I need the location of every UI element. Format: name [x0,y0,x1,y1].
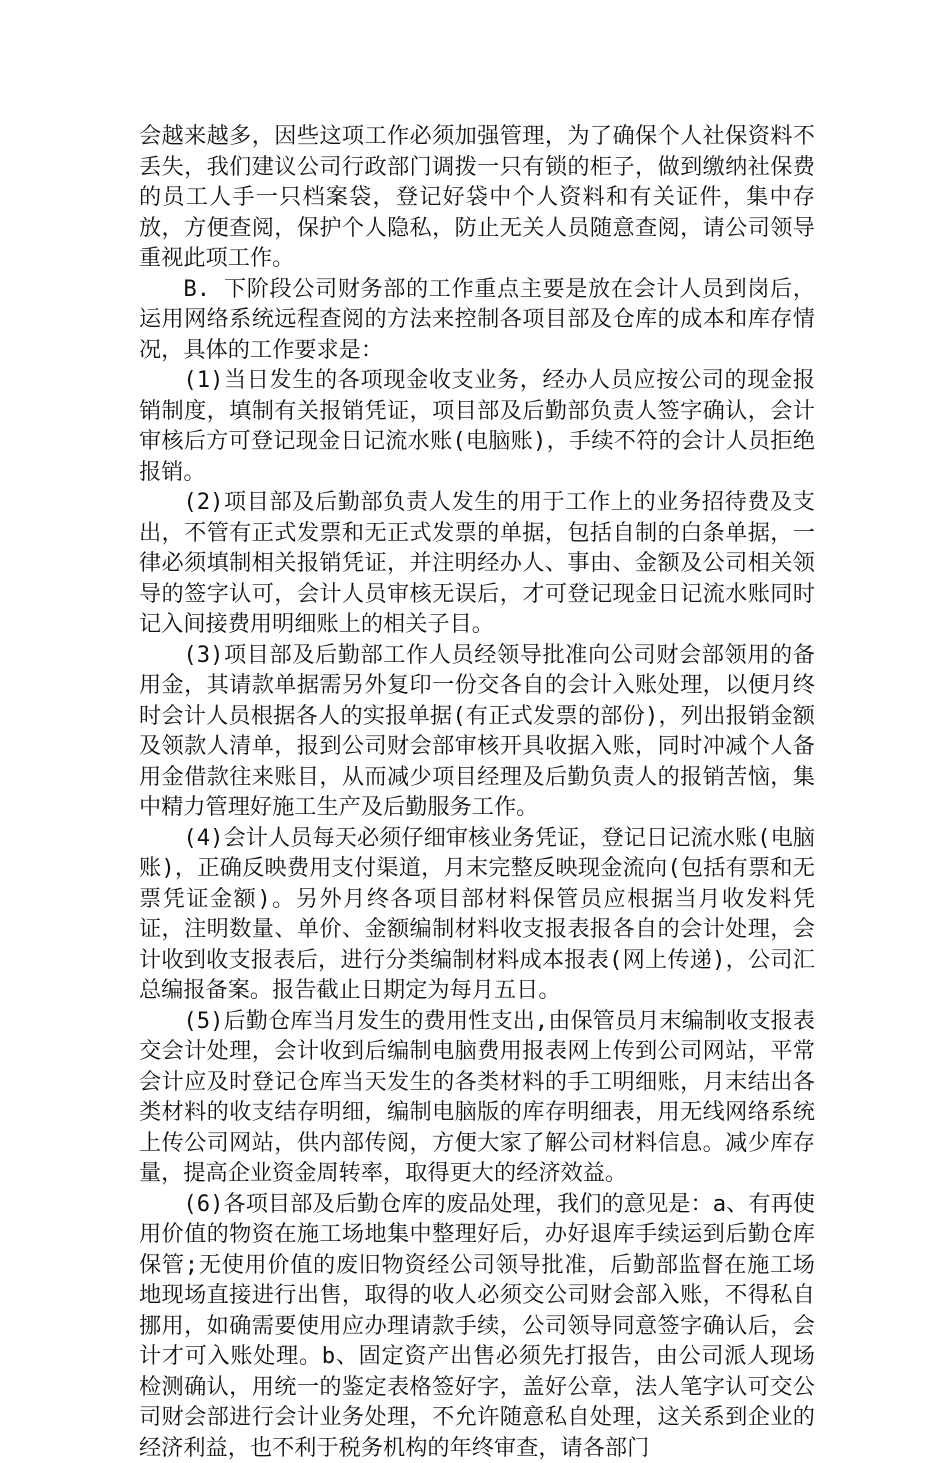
paragraph-4: (2)项目部及后勤部负责人发生的用于工作上的业务招待费及支出，不管有正式发票和无正式发票的单据，包括自制的白条单据，一律必须填制相关报销凭证，并注明经办人、事由、金额及公司相关领导的签字认可，会计人员审核无误后，才可登记现金日记流水账同时记入间接费用明细账上的相关子目。 [139,487,815,640]
paragraph-5: (3)项目部及后勤部工作人员经领导批准向公司财会部领用的备用金，其请款单据需另外复印一份交各自的会计入账处理，以便月终时会计人员根据各人的实报单据(有正式发票的部份)，列出报销金额及领款人清单，报到公司财会部审核开具收据入账，同时冲减个人备用金借款往来账目，从而减少项目经理及后勤负责人的报销苦恼，集中精力管理好施工生产及后勤服务工作。 [139,640,815,823]
document-body [139,121,815,1463]
paragraph-6: (4)会计人员每天必须仔细审核业务凭证，登记日记流水账(电脑账)，正确反映费用支付渠道，月末完整反映现金流向(包括有票和无票凭证金额)。另外月终各项目部材料保管员应根据当月收发料凭证，注明数量、单价、金额编制材料收支报表报各自的会计处理，会计收到收支报表后，进行分类编制材料成本报表(网上传递)，公司汇总编报备案。报告截止日期定为每月五日。 [139,823,815,1006]
paragraph-2: B. 下阶段公司财务部的工作重点主要是放在会计人员到岗后，运用网络系统远程查阅的方法来控制各项目部及仓库的成本和库存情况，具体的工作要求是： [139,274,815,366]
paragraph-8: (6)各项目部及后勤仓库的废品处理，我们的意见是：a、有再使用价值的物资在施工场地集中整理好后，办好退库手续运到后勤仓库保管;无使用价值的废旧物资经公司领导批准，后勤部监督在施工场地现场直接进行出售，取得的收人必须交公司财会部入账，不得私自挪用，如确需要使用应办理请款手续，公司领导同意签字确认后，会计才可入账处理。b、固定资产出售必须先打报告，由公司派人现场检测确认，用统一的鉴定表格签好字，盖好公章，法人笔字认可交公司财会部进行会计业务处理，不允许随意私自处理，这关系到企业的经济利益，也不利于税务机构的年终审查，请各部门 [139,1189,815,1463]
paragraph-7: (5)后勤仓库当月发生的费用性支出,由保管员月末编制收支报表交会计处理，会计收到后编制电脑费用报表网上传到公司网站，平常会计应及时登记仓库当天发生的各类材料的手工明细账，月末结出各类材料的收支结存明细，编制电脑版的库存明细表，用无线网络系统上传公司网站，供内部传阅，方便大家了解公司材料信息。减少库存量，提高企业资金周转率，取得更大的经济效益。 [139,1006,815,1189]
paragraph-3: (1)当日发生的各项现金收支业务，经办人员应按公司的现金报销制度，填制有关报销凭证，项目部及后勤部负责人签字确认，会计审核后方可登记现金日记流水账(电脑账)，手续不符的会计人员拒绝报销。 [139,365,815,487]
paragraph-1: 会越来越多，因些这项工作必须加强管理，为了确保个人社保资料不丢失，我们建议公司行政部门调拨一只有锁的柜子，做到缴纳社保费的员工人手一只档案袋，登记好袋中个人资料和有关证件，集中存放，方便查阅，保护个人隐私，防止无关人员随意查阅，请公司领导重视此项工作。 [139,121,815,274]
